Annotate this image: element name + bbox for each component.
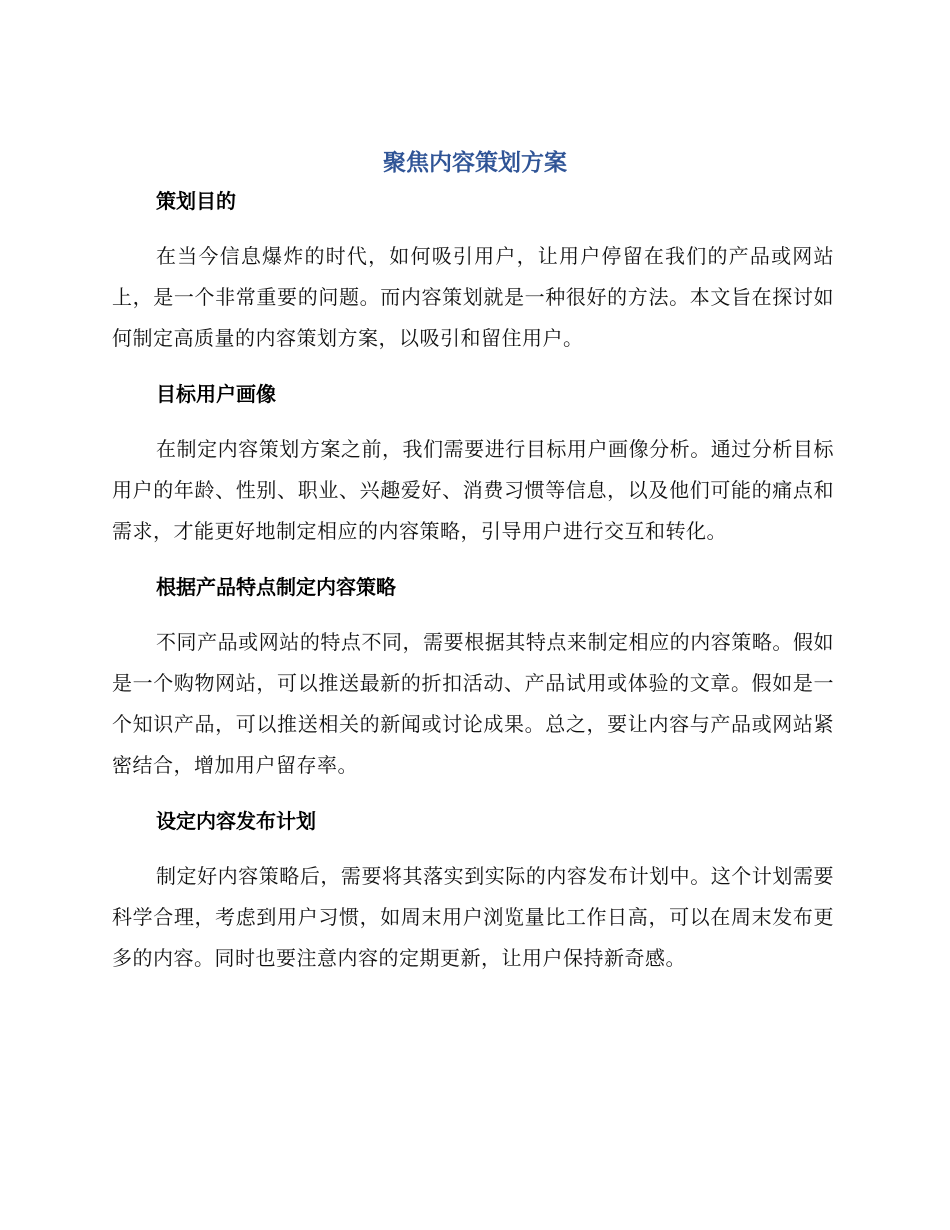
section-heading: 根据产品特点制定内容策略	[156, 575, 396, 599]
section-heading: 目标用户画像	[156, 382, 276, 406]
section-heading: 策划目的	[156, 189, 236, 213]
section-paragraph: 制定好内容策略后，需要将其落实到实际的内容发布计划中。这个计划需要科学合理，考虑到用户习惯，如周末用户浏览量比工作日高，可以在周末发布更多的内容。同时也要注意内容的定期更新，让用户保持新奇感。	[112, 864, 834, 970]
document-body	[112, 186, 834, 999]
section-paragraph: 不同产品或网站的特点不同，需要根据其特点来制定相应的内容策略。假如是一个购物网站，可以推送最新的折扣活动、产品试用或体验的文章。假如是一个知识产品，可以推送相关的新闻或讨论成果。总之，要让内容与产品或网站紧密结合，增加用户留存率。	[112, 630, 834, 777]
section-purpose	[112, 186, 834, 359]
section-paragraph: 在制定内容策划方案之前，我们需要进行目标用户画像分析。通过分析目标用户的年龄、性别、职业、兴趣爱好、消费习惯等信息，以及他们可能的痛点和需求，才能更好地制定相应的内容策略，引导用户进行交互和转化。	[112, 437, 834, 543]
document-title: 聚焦内容策划方案	[383, 150, 567, 176]
section-content-strategy	[112, 572, 834, 786]
section-paragraph: 在当今信息爆炸的时代，如何吸引用户，让用户停留在我们的产品或网站上，是一个非常重要的问题。而内容策划就是一种很好的方法。本文旨在探讨如何制定高质量的内容策划方案，以吸引和留住用户。	[112, 244, 834, 350]
section-heading: 设定内容发布计划	[156, 809, 316, 833]
section-target-user-profile	[112, 379, 834, 552]
section-publish-plan	[112, 806, 834, 979]
